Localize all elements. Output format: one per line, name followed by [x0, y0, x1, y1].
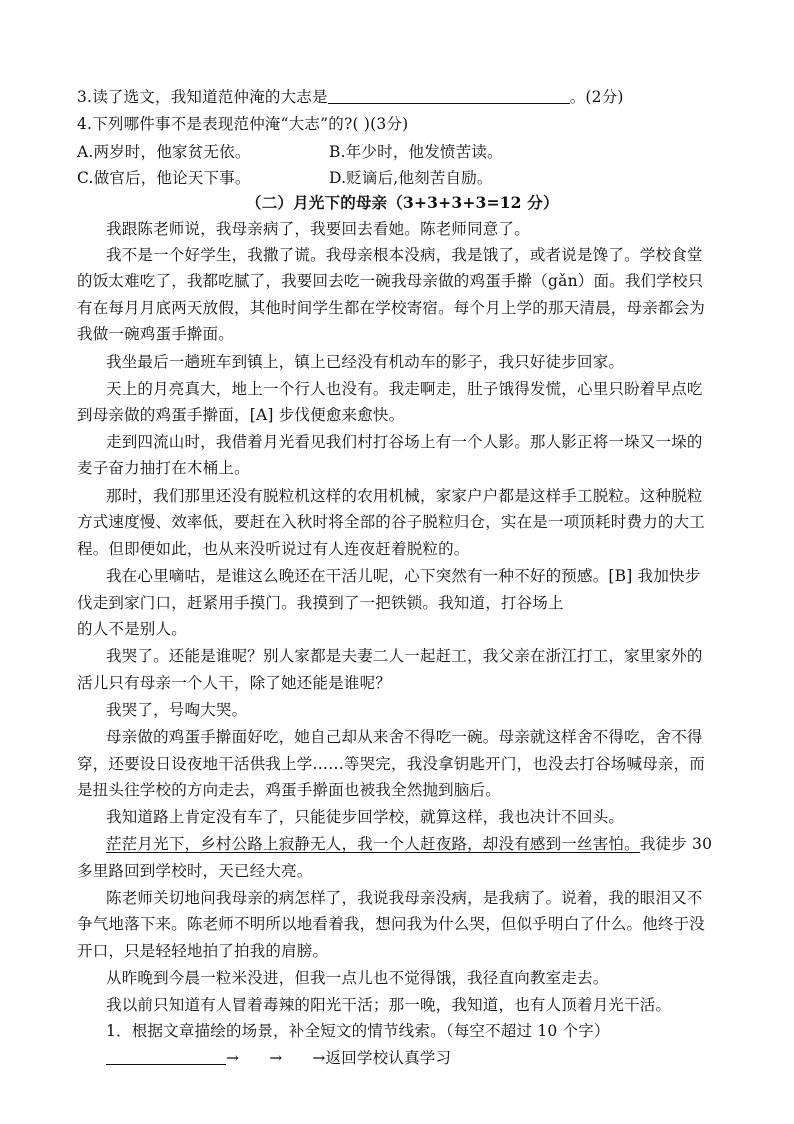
- paragraph-line: 开口，只是轻轻地拍了拍我的肩膀。: [77, 942, 329, 960]
- question-3-text: 3.读了选文，我知道范仲淹的大志是: [77, 88, 328, 106]
- paragraph-line: 程。但即便如此，也从来没听说过有人连夜赶着脱粒的。: [77, 540, 470, 558]
- paragraph-line: 麦子奋力抽打在木桶上。: [77, 459, 250, 477]
- paragraph-line: 天上的月亮真大，地上一个行人也没有。我走啊走，肚子饿得发慌，心里只盼着早点吃: [106, 380, 703, 398]
- paragraph-line: 多里路回到学校时，天已经大亮。: [77, 862, 313, 880]
- paragraph-line-tail: 我徒步 30: [639, 835, 713, 853]
- option-c: C.做官后，他论天下事。: [77, 169, 251, 187]
- paragraph-line: 的人不是别人。: [77, 620, 187, 638]
- answer-blank[interactable]: [106, 1048, 226, 1065]
- paragraph-line: 伐走到家门口，赶紧用手摸门。我摸到了一把铁锁。我知道，打谷场上: [77, 594, 564, 612]
- paragraph-line: 陈老师关切地问我母亲的病怎样了，我说我母亲没病，是我病了。说着，我的眼泪又不: [106, 889, 703, 907]
- paragraph-line: 我知道路上肯定没有车了，只能徒步回学校，就算这样，我也决计不回头。: [106, 808, 625, 826]
- option-b: B.年少时，他发愤苦读。: [329, 143, 503, 161]
- question-4-text: 4.下列哪件事不是表现范仲淹“大志”的?( )(3分): [77, 115, 409, 133]
- sub-question-1: 1．根据文章描绘的场景，补全短文的情节线索。（每空不超过 10 个字）: [106, 1022, 610, 1040]
- paragraph-line: 我以前只知道有人冒着毒辣的阳光干活；那一晚，我知道，也有人顶着月光干活。: [106, 996, 672, 1014]
- paragraph-line: 有在每月月底两天放假，其他时间学生都在学校寄宿。每个月上学的那天清晨，母亲都会为: [77, 299, 706, 317]
- question-3: [77, 87, 624, 107]
- paragraph-line: 母亲做的鸡蛋手擀面好吃，她自己却从来舍不得吃一碗。母亲就这样舍不得吃，舍不得: [106, 728, 703, 746]
- arrow-icon: →: [269, 1049, 283, 1067]
- paragraph-line: 从昨晚到今晨一粒米没进，但我一点儿也不觉得饿，我径直向教室走去。: [106, 969, 609, 987]
- paragraph-line: 是扭头往学校的方向走去，鸡蛋手擀面也被我全然抛到脑后。: [77, 781, 501, 799]
- paragraph-line: 我在心里嘀咕，是谁这么晚还在干活儿呢，心下突然有一种不好的预感。[B] 我加快步: [106, 567, 701, 585]
- plot-line-answer-row: [106, 1048, 451, 1068]
- paragraph-line: 我做一碗鸡蛋手擀面。: [77, 325, 235, 343]
- arrow-icon: →: [226, 1049, 240, 1067]
- paragraph-line: 我哭了。还能是谁呢？别人家都是夫妻二人一起赶工，我父亲在浙江打工，家里家外的: [106, 647, 703, 665]
- paragraph-line: 走到四流山时，我借着月光看见我们村打谷场上有一个人影。那人影正将一垛又一垛的: [106, 433, 703, 451]
- plot-line-tail: →返回学校认真学习: [312, 1049, 452, 1067]
- option-a: A.两岁时，他家贫无依。: [77, 143, 251, 161]
- section-title: （二）月光下的母亲（3+3+3+3=12 分）: [246, 193, 559, 212]
- paragraph-line: 的饭太难吃了，我都吃腻了，我要回去吃一碗我母亲做的鸡蛋手擀（gǎn）面。我们学校只: [77, 272, 704, 290]
- paragraph-line: [106, 834, 712, 854]
- paragraph-line: 我跟陈老师说，我母亲病了，我要回去看她。陈老师同意了。: [106, 220, 530, 238]
- paragraph-line: 我不是一个好学生，我撒了谎。我母亲根本没病，我是饿了，或者说是馋了。学校食堂: [106, 246, 703, 264]
- paragraph-line: 方式速度慢、效率低，要赶在入秋时将全部的谷子脱粒归仓，实在是一项顶耗时费力的大工: [77, 513, 706, 531]
- paragraph-line: 到母亲做的鸡蛋手擀面，[A] 步伐便愈来愈快。: [77, 406, 405, 424]
- question-3-score: 。(2分): [569, 88, 624, 106]
- paragraph-line: 那时，我们那里还没有脱粒机这样的农用机械，家家户户都是这样手工脱粒。这种脱粒: [106, 487, 703, 505]
- paragraph-line: 我坐最后一趟班车到镇上，镇上已经没有机动车的影子，我只好徒步回家。: [106, 353, 625, 371]
- paragraph-line: 活儿只有母亲一个人干，除了她还能是谁呢？: [77, 674, 392, 692]
- paragraph-line: 争气地落下来。陈老师不明所以地看着我，想问我为什么哭，但似乎明白了什么。他终于没: [77, 915, 706, 933]
- underlined-sentence: 茫茫月光下，乡村公路上寂静无人，我一个人赶夜路，却没有感到一丝害怕。: [106, 835, 640, 853]
- paragraph-line: 穿，还要设日设夜地干活供我上学……等哭完，我没拿钥匙开门，也没去打谷场喊母亲，而: [77, 755, 706, 773]
- paragraph-line: 我哭了，号啕大哭。: [106, 701, 248, 719]
- answer-blank[interactable]: [328, 87, 570, 104]
- option-d: D.贬谪后,他刻苦自励。: [329, 169, 493, 187]
